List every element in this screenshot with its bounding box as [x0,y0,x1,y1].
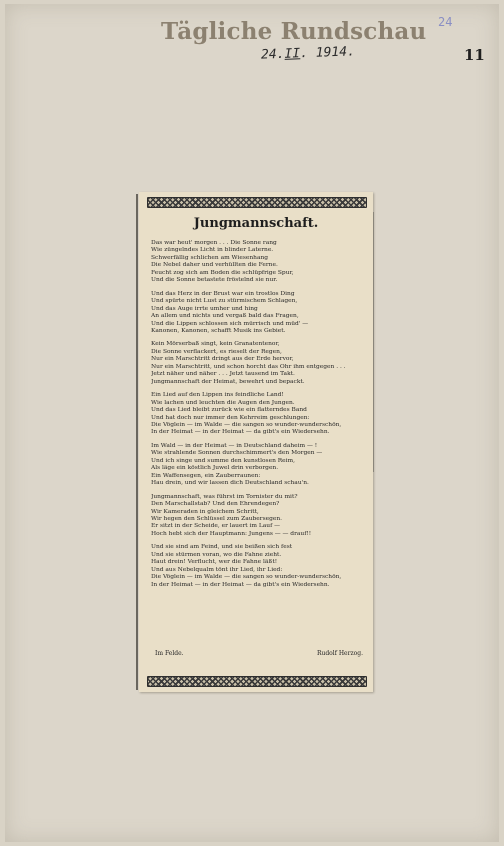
poem-line: Wie lachen und leuchten die Augen den Jungen. [151,399,295,406]
poem-line: An allem und nichts und vergaß bald das Fragen, [151,313,299,320]
poem-line: Feucht zog sich am Boden die schlüpfrige Spur, [151,269,294,276]
poem-line: Die Nebel daher und verhüllten die Ferne. [151,262,278,269]
date-year: . 1914. [299,44,356,62]
poem-line: Wie züngelndes Licht in blinder Laterne. [151,247,274,254]
handwritten-date [261,44,355,62]
date-day: 24. [260,46,285,63]
poem-line: Ein Lied auf den Lippen ins feindliche Land! [151,392,284,399]
poem-author: Rudolf Herzog. [316,650,363,657]
poem-line: In der Heimat — in der Heimat — da gibt's ein Wiedersehn. [151,429,330,436]
clipping-right-rule [373,212,374,472]
poem-line: Und spürte nicht Lust zu stürmischem Schlagen, [151,298,298,305]
poem-line: Schwerfällig schlichen am Wiesenhang [151,254,269,261]
poem-line: Im Wald — in der Heimat — in Deutschland daheim — ! [151,442,318,449]
poem-line: Und das Auge irrte umher und hing [151,305,258,312]
newspaper-clipping [139,192,373,692]
poem-signature [155,650,363,657]
poem-line: Den Marschallstab? Und den Ehrendegen? [151,501,280,508]
poem-line: Und die Sonne betastete fröstelnd sie nur. [151,277,278,284]
page-number: 11 [464,46,485,64]
poem-line: Die Vöglein — im Walde — die sangen so wunder-wunderschön, [151,574,342,581]
poem-line: Hoch hebt sich der Hauptmann: Jungens — — drauf!! [151,530,312,537]
poem-line: Nur ein Marschtritt, und schon horcht das Ohr ihm entgegen . . . [151,363,346,370]
poem-line: Jungmannschaft der Heimat, bewehrt und bepackt. [151,378,305,385]
poem-stanza [151,544,367,589]
poem-stanza [151,291,367,336]
date-month: II [284,46,301,62]
poem-line: Kein Mörserbaß singt, kein Granatentenor, [151,341,280,348]
ornamental-border-bottom [147,676,367,687]
poem-line: Wie strahlende Sonnen durchschimmert's den Morgen — [151,450,323,457]
poem-line: Wir hegen den Schlüssel zum Zaubersegen. [151,515,283,522]
poem-line: Jungmannschaft, was führst im Tornister du mit? [151,493,298,500]
poem-stanza [151,341,367,386]
poem-line: Er sitzt in der Scheide, er lauert im Lauf — [151,523,281,530]
poem-line: Die Sonne verflackert, es rieselt der Regen, [151,348,282,355]
poem-line: Kanonen, Kanonen, schafft Musik ins Gebiet. [151,327,286,334]
poem-line: Ein Waffensegen, ein Zauberraunen: [151,472,261,479]
poem-body [151,240,367,595]
poem-stanza [151,494,367,539]
poem-place: Im Felde. [155,650,184,657]
poem-line: Und ich singe und summe den kunstlosen Reim, [151,457,295,464]
poem-line: Und das Lied bleibt zurück wie ein flatterndes Band [151,407,307,414]
poem-line: Hau drein, und wir lassen dich Deutschland schau'n. [151,480,309,487]
clipping-left-rule [136,194,138,690]
poem-line: Als läge ein köstlich Juwel drin verborgen. [151,465,279,472]
poem-line: Das war heut' morgen . . . Die Sonne rang [151,240,277,246]
poem-line: Und sie stürmen voran, wo die Fahne zieht. [151,551,282,558]
archive-pencil-mark: 24 [438,15,453,29]
poem-title: Jungmannschaft. [193,216,319,231]
poem-line: Und sie sind am Feind, und sie beißen sich fest [151,544,293,551]
poem-stanza [151,443,367,488]
poem-line: Haut drein! Verflucht, wer die Fahne läßt! [151,559,278,566]
poem-line: Und hat doch nur immer den Kehrreim geschlungen: [151,414,310,421]
poem-stanza [151,392,367,437]
poem-line: Und das Herz in der Brust war ein trostlos Ding [151,290,295,297]
poem-stanza [151,240,367,285]
poem-line: Und aus Nebelqualm tönt ihr Lied, ihr Lied: [151,566,283,573]
poem-line: Jetzt näher und näher . . . Jetzt tausend im Takt. [151,371,295,378]
poem-line: Wir Kameraden in gleichem Schritt, [151,508,259,515]
poem-line: Nur ein Marschtritt dringt aus der Erde hervor, [151,356,294,363]
ornamental-border-top [147,197,367,208]
poem-line: Die Vöglein — im Walde — die sangen so wunder-wunderschön, [151,421,342,428]
newspaper-masthead: Tägliche Rundschau [161,18,427,45]
poem-line: In der Heimat — in der Heimat — da gibt's ein Wiedersehn. [151,581,330,588]
poem-line: Und die Lippen schlossen sich mürrisch und müd' — [151,320,309,327]
